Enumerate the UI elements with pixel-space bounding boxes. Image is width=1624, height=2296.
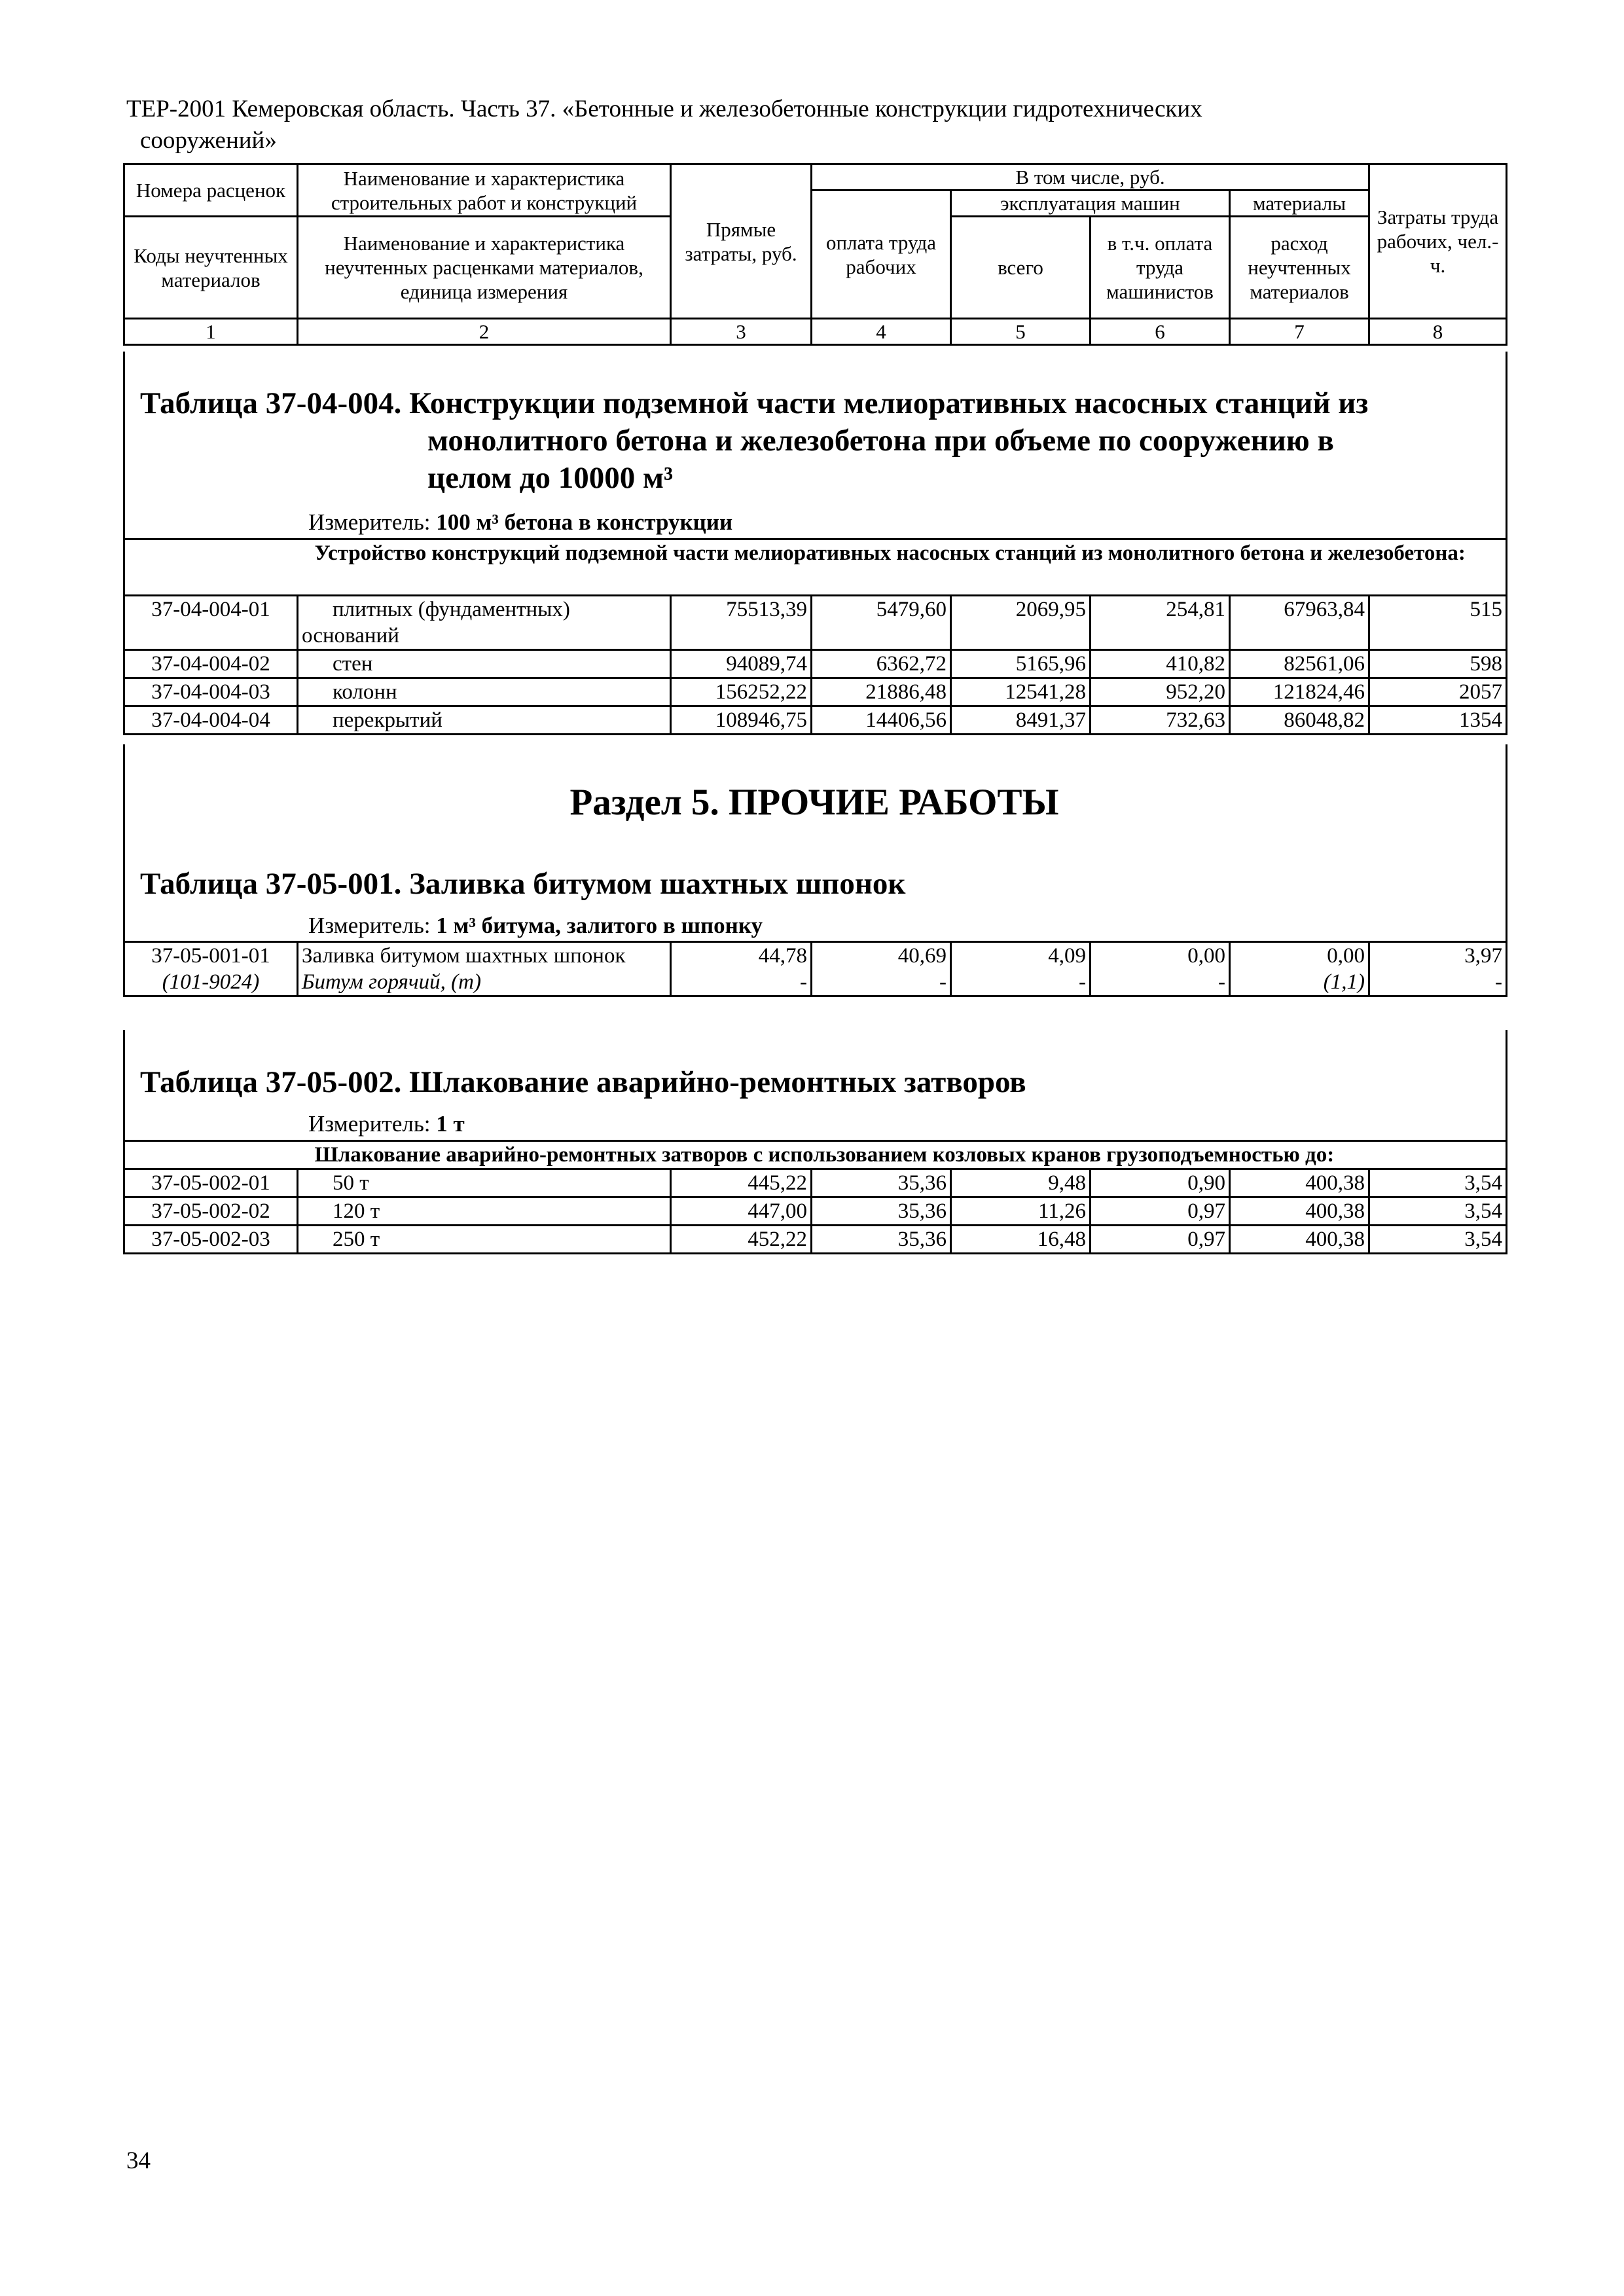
row-name: стен xyxy=(298,650,671,678)
col-num-8: 8 xyxy=(1369,319,1507,345)
machines-total-header: всего xyxy=(951,217,1091,319)
row-name: плитных (фундаментных) оснований xyxy=(298,596,671,650)
table-row xyxy=(124,1197,1507,1226)
row-pay: 35,36 xyxy=(812,1169,951,1197)
row-mach: 11,26 xyxy=(951,1197,1091,1226)
measure-value: 1 м³ битума, залитого в шпонку xyxy=(436,913,763,938)
machines-pay-header: в т.ч. оплата труда машинистов xyxy=(1091,217,1230,319)
row-direct: 445,22 xyxy=(671,1169,812,1197)
row-direct: 75513,39 xyxy=(671,596,812,650)
row-labor: 3,54 xyxy=(1369,1169,1507,1197)
row-pay: 40,69 xyxy=(812,942,951,970)
col-num-2: 2 xyxy=(298,319,671,345)
row-mach: 8491,37 xyxy=(951,706,1091,735)
measure-label: Измеритель: xyxy=(308,1111,431,1137)
row-mat: 400,38 xyxy=(1230,1197,1369,1226)
row-mach: 9,48 xyxy=(951,1169,1091,1197)
measure-value: 1 т xyxy=(436,1111,465,1137)
table-37-04-004 xyxy=(123,538,1507,735)
row-name: 250 т xyxy=(298,1226,671,1254)
table-row xyxy=(124,706,1507,735)
row-direct: 94089,74 xyxy=(671,650,812,678)
direct-costs-header: Прямые затраты, руб. xyxy=(671,164,812,319)
measure-label: Измеритель: xyxy=(308,913,431,938)
row-direct: 108946,75 xyxy=(671,706,812,735)
page-number: 34 xyxy=(126,2147,151,2174)
labor-costs-header: Затраты труда рабочих, чел.-ч. xyxy=(1369,164,1507,319)
row-labor: 2057 xyxy=(1369,678,1507,706)
row-name: перекрытий xyxy=(298,706,671,735)
row-labor: 3,54 xyxy=(1369,1226,1507,1254)
row-direct: 156252,22 xyxy=(671,678,812,706)
row-labor: 515 xyxy=(1369,596,1507,650)
including-header: В том числе, руб. xyxy=(812,164,1369,191)
row-mat: 82561,06 xyxy=(1230,650,1369,678)
row-pay: 6362,72 xyxy=(812,650,951,678)
material-row xyxy=(124,969,1507,996)
section-5-title: Раздел 5. ПРОЧИЕ РАБОТЫ xyxy=(569,782,1059,823)
col2-top-header: Наименование и характеристика строительных работ и конструкций xyxy=(298,164,671,217)
row-mach-pay: 0,90 xyxy=(1091,1169,1230,1197)
col-num-4: 4 xyxy=(812,319,951,345)
title-line-3: целом до 10000 м³ xyxy=(427,461,674,495)
col-num-6: 6 xyxy=(1091,319,1230,345)
row-name: 50 т xyxy=(298,1169,671,1197)
material-mach: - xyxy=(951,969,1091,996)
table-row xyxy=(124,678,1507,706)
row-name: 120 т xyxy=(298,1197,671,1226)
row-labor: 3,97 xyxy=(1369,942,1507,970)
row-mach: 16,48 xyxy=(951,1226,1091,1254)
row-code: 37-04-004-04 xyxy=(124,706,298,735)
row-mach-pay: 0,97 xyxy=(1091,1197,1230,1226)
table-row xyxy=(124,1169,1507,1197)
row-mat: 67963,84 xyxy=(1230,596,1369,650)
row-code: 37-04-004-01 xyxy=(124,596,298,650)
row-direct: 44,78 xyxy=(671,942,812,970)
row-code: 37-04-004-02 xyxy=(124,650,298,678)
row-mach: 4,09 xyxy=(951,942,1091,970)
table-37-05-001 xyxy=(123,941,1507,997)
row-code: 37-05-002-02 xyxy=(124,1197,298,1226)
row-code: 37-05-002-03 xyxy=(124,1226,298,1254)
row-mach-pay: 0,00 xyxy=(1091,942,1230,970)
row-labor: 598 xyxy=(1369,650,1507,678)
title-line-2: монолитного бетона и железобетона при объеме по сооружению в xyxy=(427,424,1334,458)
row-mach: 2069,95 xyxy=(951,596,1091,650)
material-direct: - xyxy=(671,969,812,996)
col2-bottom-header: Наименование и характеристика неучтенных расценками материалов, единица измерения xyxy=(298,217,671,319)
row-labor: 1354 xyxy=(1369,706,1507,735)
row-mat: 400,38 xyxy=(1230,1169,1369,1197)
material-mach-pay: - xyxy=(1091,969,1230,996)
document-header xyxy=(126,94,1501,156)
row-pay: 35,36 xyxy=(812,1226,951,1254)
measure-37-04-004 xyxy=(308,509,732,536)
col-num-7: 7 xyxy=(1230,319,1369,345)
row-mat: 86048,82 xyxy=(1230,706,1369,735)
row-mat: 121824,46 xyxy=(1230,678,1369,706)
row-pay: 14406,56 xyxy=(812,706,951,735)
table-37-05-002-title: Таблица 37-05-002. Шлакование аварийно-ремонтных затворов xyxy=(140,1065,1026,1099)
labor-pay-header: оплата труда рабочих xyxy=(812,191,951,319)
material-code: (101-9024) xyxy=(124,969,298,996)
title-line-1: Таблица 37-04-004. Конструкции подземной части мелиоративных насосных станций из xyxy=(140,386,1369,420)
row-mach-pay: 254,81 xyxy=(1091,596,1230,650)
row-mach: 12541,28 xyxy=(951,678,1091,706)
measure-label: Измеритель: xyxy=(308,509,431,535)
material-name: Битум горячий, (т) xyxy=(298,969,671,996)
row-code: 37-04-004-03 xyxy=(124,678,298,706)
row-code: 37-05-002-01 xyxy=(124,1169,298,1197)
row-pay: 5479,60 xyxy=(812,596,951,650)
material-pay: - xyxy=(812,969,951,996)
machines-header: эксплуатация машин xyxy=(951,191,1230,217)
row-mach-pay: 410,82 xyxy=(1091,650,1230,678)
row-mach-pay: 0,97 xyxy=(1091,1226,1230,1254)
row-name: Заливка битумом шахтных шпонок xyxy=(298,942,671,970)
material-consumption: (1,1) xyxy=(1230,969,1369,996)
column-header-table xyxy=(123,163,1507,346)
table-37-05-001-title: Таблица 37-05-001. Заливка битумом шахтных шпонок xyxy=(140,867,906,901)
row-mach: 5165,96 xyxy=(951,650,1091,678)
group-title-37-05-002: Шлакование аварийно-ремонтных затворов с использованием козловых кранов грузоподъемностью до: xyxy=(298,1141,1507,1169)
measure-value: 100 м³ бетона в конструкции xyxy=(436,509,733,535)
table-row xyxy=(124,942,1507,970)
row-mat: 0,00 xyxy=(1230,942,1369,970)
row-name: колонн xyxy=(298,678,671,706)
col-num-1: 1 xyxy=(124,319,298,345)
col1-bottom-header: Коды неучтенных материалов xyxy=(124,217,298,319)
row-code: 37-05-001-01 xyxy=(124,942,298,970)
materials-header: материалы xyxy=(1230,191,1369,217)
col-num-3: 3 xyxy=(671,319,812,345)
table-37-04-004-title xyxy=(140,385,1368,497)
col-num-5: 5 xyxy=(951,319,1091,345)
row-pay: 35,36 xyxy=(812,1197,951,1226)
material-labor: - xyxy=(1369,969,1507,996)
col1-top-header: Номера расценок xyxy=(124,164,298,217)
group-empty-cell xyxy=(124,1141,298,1169)
row-direct: 447,00 xyxy=(671,1197,812,1226)
row-mach-pay: 952,20 xyxy=(1091,678,1230,706)
row-labor: 3,54 xyxy=(1369,1197,1507,1226)
header-line-1: ТЕР-2001 Кемеровская область. Часть 37. «Бетонные и железобетонные конструкции гидротехнических xyxy=(126,96,1202,122)
table-row xyxy=(124,650,1507,678)
row-mach-pay: 732,63 xyxy=(1091,706,1230,735)
table-row xyxy=(124,596,1507,650)
row-pay: 21886,48 xyxy=(812,678,951,706)
materials-sub-header: расход неучтенных материалов xyxy=(1230,217,1369,319)
table-37-05-002 xyxy=(123,1140,1507,1254)
table-row xyxy=(124,1226,1507,1254)
group-empty-cell xyxy=(124,539,298,596)
group-title-37-04-004: Устройство конструкций подземной части мелиоративных насосных станций из монолитного бетона и железобетона: xyxy=(298,539,1507,596)
measure-37-05-002 xyxy=(308,1111,465,1137)
measure-37-05-001 xyxy=(308,913,763,939)
header-line-2: сооружений» xyxy=(140,127,277,154)
row-direct: 452,22 xyxy=(671,1226,812,1254)
row-mat: 400,38 xyxy=(1230,1226,1369,1254)
